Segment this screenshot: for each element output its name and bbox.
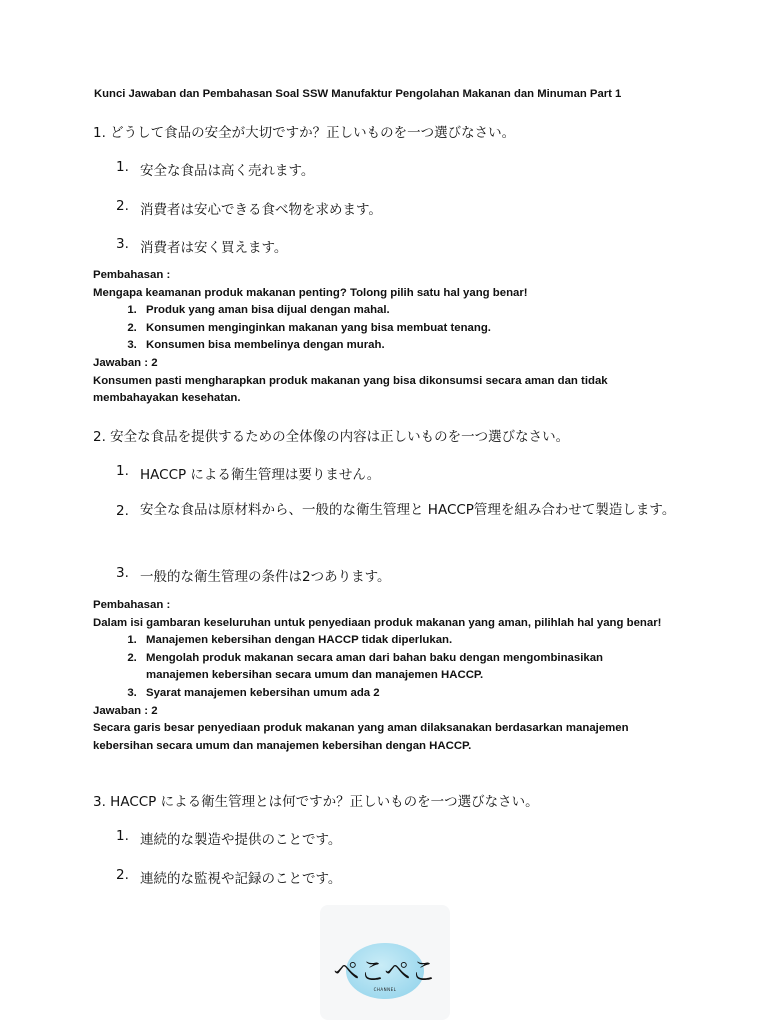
discussion-item: 1. Produk yang aman bisa dijual dengan mahal.	[140, 302, 663, 320]
option-text: 連続的な監視や記録のことです。	[140, 871, 342, 887]
explanation: Secara garis besar penyediaan produk makanan yang aman dilaksanakan berdasarkan manajemen kebersihan secara umum dan manajemen kebersihan dengan HACCP.	[93, 722, 629, 752]
option-text: 安全な食品は高く売れます。	[140, 163, 315, 179]
option-text: HACCP による衛生管理は要りません。	[140, 467, 381, 483]
question-3: 3. HACCP による衛生管理とは何ですか？正しいものを一つ選びなさい。	[93, 794, 539, 810]
q2-option-1	[0, 463, 768, 483]
discussion-text: Mengapa keamanan produk makanan penting? Tolong pilih satu hal yang benar!	[93, 286, 528, 299]
q1-option-2	[0, 198, 768, 218]
discussion-text: Dalam isi gambaran keseluruhan untuk penyediaan produk makanan yang aman, pilihlah hal yang benar!	[93, 616, 662, 629]
logo-subtext: CHANNEL	[373, 987, 397, 992]
channel-logo	[320, 905, 450, 1020]
option-number: 1.	[116, 463, 129, 479]
option-number: 2.	[116, 198, 129, 214]
question-2: 2. 安全な食品を提供するための全体像の内容は正しいものを一つ選びなさい。	[93, 429, 570, 445]
q3-option-1	[0, 828, 768, 848]
discussion-item: 3. Syarat manajemen kebersihan umum ada 2	[140, 685, 663, 703]
option-number: 3.	[116, 236, 129, 252]
option-number: 2.	[116, 867, 129, 883]
option-number: 2.	[116, 503, 129, 519]
option-text: 連続的な製造や提供のことです。	[140, 832, 342, 848]
discussion-item: 2. Konsumen menginginkan makanan yang bisa membuat tenang.	[140, 320, 663, 338]
document-title: Kunci Jawaban dan Pembahasan Soal SSW Manufaktur Pengolahan Makanan dan Minuman Part 1	[94, 88, 622, 100]
option-text: 一般的な衛生管理の条件は2つあります。	[140, 569, 391, 585]
discussion-label: Pembahasan :	[93, 599, 171, 611]
discussion-item: 3. Konsumen bisa membelinya dengan murah.	[140, 337, 663, 355]
q1-discussion	[93, 267, 663, 408]
option-text: 消費者は安く買えます。	[140, 240, 288, 256]
explanation: Konsumen pasti mengharapkan produk makanan yang bisa dikonsumsi secara aman dan tidak membahayakan kesehatan.	[93, 374, 608, 405]
option-number: 1.	[116, 159, 129, 175]
logo-text: ぺこぺこ	[333, 957, 437, 987]
q2-option-3	[0, 565, 768, 585]
discussion-list	[93, 632, 663, 702]
option-text: 安全な食品は原材料から、一般的な衛生管理と HACCP管理を組み合わせて製造します。	[140, 502, 676, 518]
q1-option-3	[0, 236, 768, 256]
discussion-label: Pembahasan :	[93, 269, 171, 281]
answer: Jawaban : 2	[93, 356, 158, 369]
q2-option-2	[0, 497, 768, 549]
q2-discussion	[93, 597, 663, 755]
answer: Jawaban : 2	[93, 704, 158, 717]
option-number: 1.	[116, 828, 129, 844]
option-number: 3.	[116, 565, 129, 581]
q1-option-1	[0, 159, 768, 179]
q3-option-2	[0, 867, 768, 887]
discussion-item: 2. Mengolah produk makanan secara aman dari bahan baku dengan mengombinasikan manajemen kebersihan secara umum dan manajemen HACCP.	[140, 650, 663, 685]
question-1: 1. どうして食品の安全が大切ですか？正しいものを一つ選びなさい。	[93, 125, 516, 141]
option-text: 消費者は安心できる食べ物を求めます。	[140, 202, 382, 218]
discussion-list	[93, 302, 663, 355]
discussion-item: 1. Manajemen kebersihan dengan HACCP tidak diperlukan.	[140, 632, 663, 650]
